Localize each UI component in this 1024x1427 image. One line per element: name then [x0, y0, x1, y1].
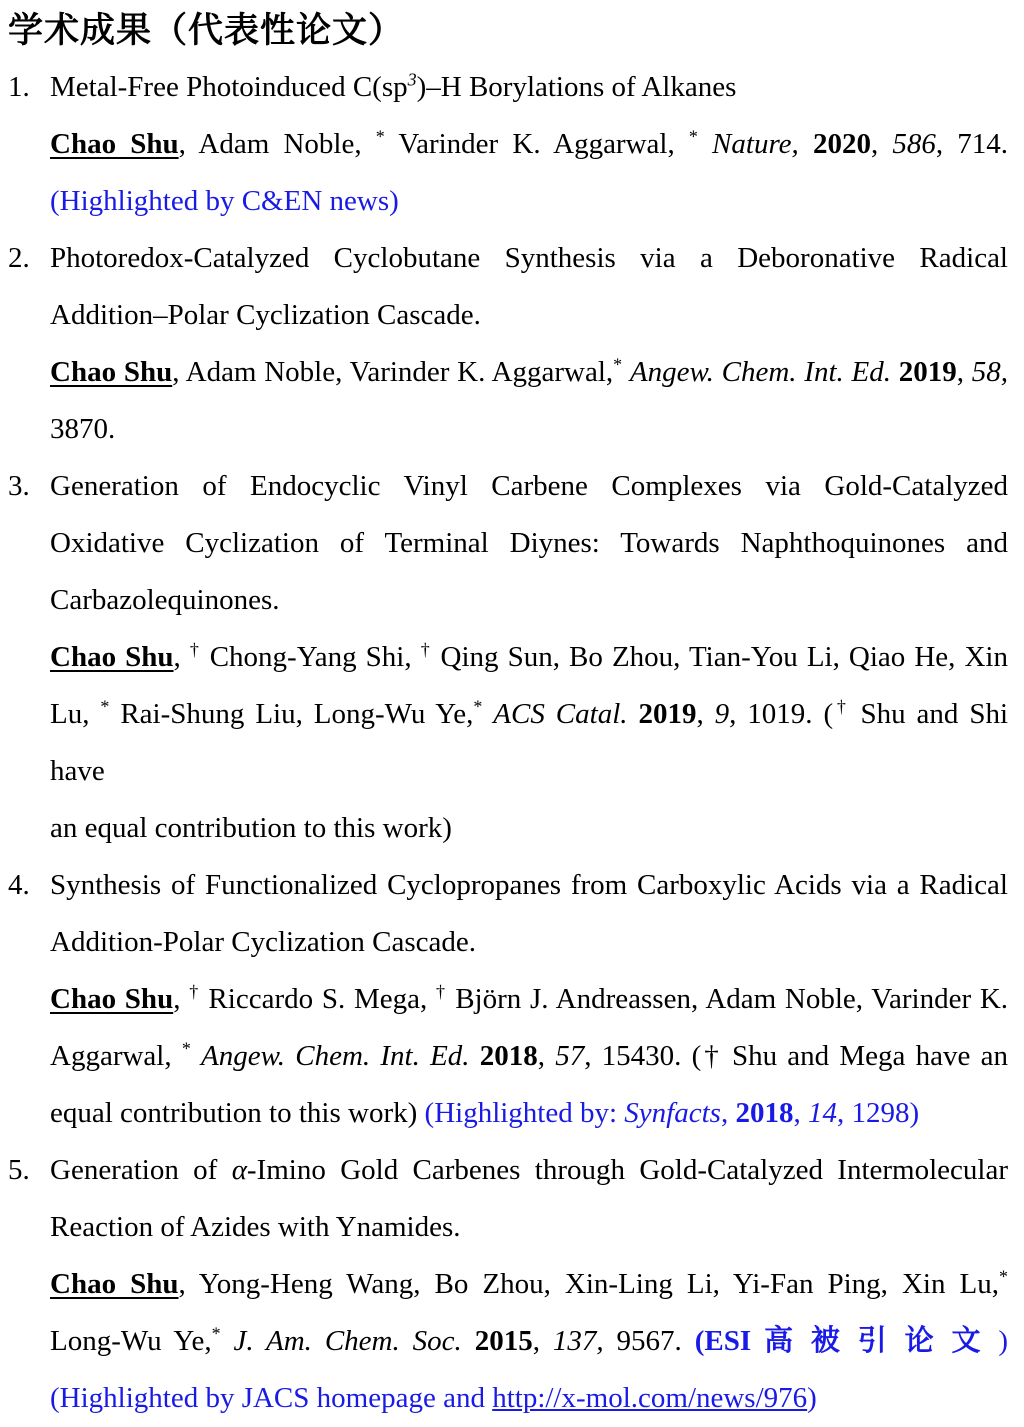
text-run: Lu,: [50, 698, 101, 730]
highlight-link[interactable]: , 1298): [836, 1097, 920, 1129]
text-run: †: [435, 981, 447, 1002]
publication-line: [50, 287, 1008, 344]
text-run: Chao Shu: [50, 1268, 179, 1300]
publication-line: [50, 173, 1008, 230]
text-run: 2019: [898, 356, 957, 388]
text-run: Carbazolequinones.: [50, 584, 280, 616]
text-run: , Adam Noble,: [178, 128, 376, 160]
publication-line: [50, 1199, 1008, 1256]
text-run: †: [189, 981, 200, 1002]
publication-line: [50, 1028, 1008, 1085]
text-run: , 1019. (: [729, 698, 834, 730]
page-title: 学术成果（代表性论文）: [8, 11, 405, 50]
highlight-link[interactable]: ,: [720, 1097, 736, 1129]
highlight-link[interactable]: ,: [793, 1097, 808, 1129]
publication-line: [50, 515, 1008, 572]
text-run: Riccardo S. Mega,: [199, 983, 436, 1015]
text-run: Chao Shu: [50, 128, 179, 160]
highlight-link[interactable]: Synfacts: [624, 1097, 721, 1129]
text-run: Synthesis of Functionalized Cyclopropanes from Carboxylic Acids via a Radical: [50, 869, 1008, 901]
text-run: J. Am. Chem. Soc.: [233, 1325, 462, 1357]
publication-line: [50, 401, 1008, 458]
text-run: Addition-Polar Cyclization Cascade.: [50, 926, 477, 958]
text-run: ,: [537, 1040, 556, 1072]
text-run: ,: [956, 356, 972, 388]
text-run: ,: [870, 128, 893, 160]
publication-item: [8, 857, 1009, 1142]
publication-line: [50, 1085, 1008, 1142]
text-run: [482, 698, 493, 730]
text-run: Angew. Chem. Int. Ed.: [629, 356, 891, 388]
highlight-link[interactable]: ): [807, 1382, 817, 1414]
publication-item: [8, 230, 1009, 458]
text-run: Shu and Shi have: [50, 698, 1009, 787]
publication-line: [50, 1370, 1008, 1427]
highlight-link[interactable]: ): [998, 1325, 1008, 1357]
item-number: 5.: [8, 1154, 30, 1186]
text-run: Chong-Yang Shi,: [200, 641, 421, 673]
text-run: , 714.: [935, 128, 1009, 160]
text-run: 58,: [971, 356, 1009, 388]
publication-line: [50, 971, 1008, 1028]
text-run: 586: [892, 128, 936, 160]
publication-line: [50, 344, 1008, 401]
text-run: 2019: [638, 698, 697, 730]
text-run: , 15430. († Shu and Mega have an: [584, 1040, 1008, 1072]
publication-item: [8, 458, 1009, 857]
text-run: ,: [532, 1325, 553, 1357]
text-run: 2018: [479, 1040, 538, 1072]
publication-line: [50, 800, 1008, 857]
text-run: Reaction of Azides with Ynamides.: [50, 1211, 461, 1243]
text-run: †: [189, 639, 201, 660]
item-number: 4.: [8, 869, 30, 901]
publication-line: [50, 629, 1008, 686]
text-run: Chao Shu: [50, 641, 174, 673]
highlight-link[interactable]: (Highlighted by JACS homepage and: [50, 1382, 493, 1414]
text-run: Photoredox-Catalyzed Cyclobutane Synthesis via a Deboronative Radical: [50, 242, 1008, 274]
text-run: 9567.: [603, 1325, 695, 1357]
text-run: , Yong-Heng Wang, Bo Zhou, Xin-Ling Li, Yi-Fan Ping, Xin Lu,: [178, 1268, 999, 1300]
text-run: Long-Wu Ye,: [50, 1325, 212, 1357]
text-run: Chao Shu: [50, 983, 174, 1015]
item-number: 2.: [8, 242, 30, 274]
publication-line: [50, 230, 1008, 287]
text-run: *: [999, 1266, 1008, 1287]
highlight-link[interactable]: (ESI: [694, 1325, 765, 1357]
text-run: Qing Sun, Bo Zhou, Tian-You Li, Qiao He, Xin: [431, 641, 1008, 673]
publication-list: [8, 59, 1008, 1427]
text-run: Chao Shu: [50, 356, 173, 388]
highlight-link[interactable]: 高被引论文: [764, 1325, 999, 1357]
text-run: Angew. Chem. Int. Ed.: [201, 1040, 470, 1072]
url-link[interactable]: http://x-mol.com/news/976: [492, 1382, 808, 1414]
text-run: Varinder K. Aggarwal,: [384, 128, 689, 160]
publication-line: [50, 686, 1008, 800]
text-run: Rai-Shung Liu, Long-Wu Ye,: [109, 698, 474, 730]
text-run: ACS Catal.: [493, 698, 628, 730]
text-run: [462, 1325, 475, 1357]
publication-line: [50, 1313, 1008, 1370]
text-run: , Adam Noble, Varinder K. Aggarwal,: [172, 356, 614, 388]
text-run: 3870.: [50, 413, 116, 445]
text-run: Oxidative Cyclization of Terminal Diynes: Towards Naphthoquinones and: [50, 527, 1008, 559]
text-run: [470, 1040, 480, 1072]
publication-line: [50, 458, 1008, 515]
text-run: *: [100, 696, 110, 717]
text-run: *: [211, 1323, 221, 1344]
text-run: 137,: [552, 1325, 604, 1357]
text-run: [891, 356, 899, 388]
publication-item: [8, 1142, 1008, 1427]
publication-line: [50, 1142, 1008, 1199]
text-run: [698, 128, 712, 160]
text-run: *: [181, 1038, 191, 1059]
text-run: Generation of: [50, 1154, 232, 1186]
highlight-link[interactable]: 14: [807, 1097, 837, 1129]
text-run: 2015: [474, 1325, 533, 1357]
text-run: [622, 356, 630, 388]
item-number: 3.: [8, 470, 30, 502]
text-run: [799, 128, 813, 160]
publication-line: [50, 572, 1008, 629]
text-run: [628, 698, 639, 730]
text-run: [191, 1040, 201, 1072]
text-run: *: [613, 354, 623, 375]
text-run: Nature,: [712, 128, 799, 160]
text-run: †: [833, 696, 850, 717]
text-run: *: [375, 126, 385, 147]
text-run: Björn J. Andreassen, Adam Noble, Varinder K.: [446, 983, 1009, 1015]
highlight-link[interactable]: (Highlighted by:: [424, 1097, 625, 1129]
text-run: 3: [407, 69, 417, 90]
text-run: ,: [173, 983, 190, 1015]
text-run: 2020: [812, 128, 871, 160]
publication-line: [50, 857, 1008, 914]
text-run: equal contribution to this work): [50, 1097, 425, 1129]
text-run: 9: [714, 698, 730, 730]
publication-line: [50, 914, 1008, 971]
publication-line: [50, 116, 1008, 173]
text-run: an equal contribution to this work): [50, 812, 452, 844]
text-run: *: [688, 126, 698, 147]
publication-line: [50, 59, 1008, 116]
item-number: 1.: [8, 71, 30, 103]
text-run: Addition–Polar Cyclization Cascade.: [50, 299, 481, 331]
text-run: [221, 1325, 234, 1357]
text-run: †: [420, 639, 432, 660]
text-run: )–H Borylations of Alkanes: [416, 71, 737, 103]
text-run: Aggarwal,: [50, 1040, 182, 1072]
highlight-link[interactable]: 2018: [735, 1097, 794, 1129]
text-run: -Imino Gold Carbenes through Gold-Catalyzed Intermolecular: [246, 1154, 1008, 1186]
text-run: ,: [696, 698, 715, 730]
publication-line: [50, 1256, 1008, 1313]
text-run: Generation of Endocyclic Vinyl Carbene Complexes via Gold-Catalyzed: [50, 470, 1008, 502]
text-run: α: [231, 1154, 247, 1186]
text-run: *: [473, 696, 483, 717]
highlight-link[interactable]: (Highlighted by C&EN news): [50, 185, 399, 217]
text-run: 57: [555, 1040, 585, 1072]
text-run: Metal-Free Photoinduced C(sp: [50, 71, 408, 103]
text-run: ,: [173, 641, 190, 673]
publication-item: [8, 59, 1009, 230]
